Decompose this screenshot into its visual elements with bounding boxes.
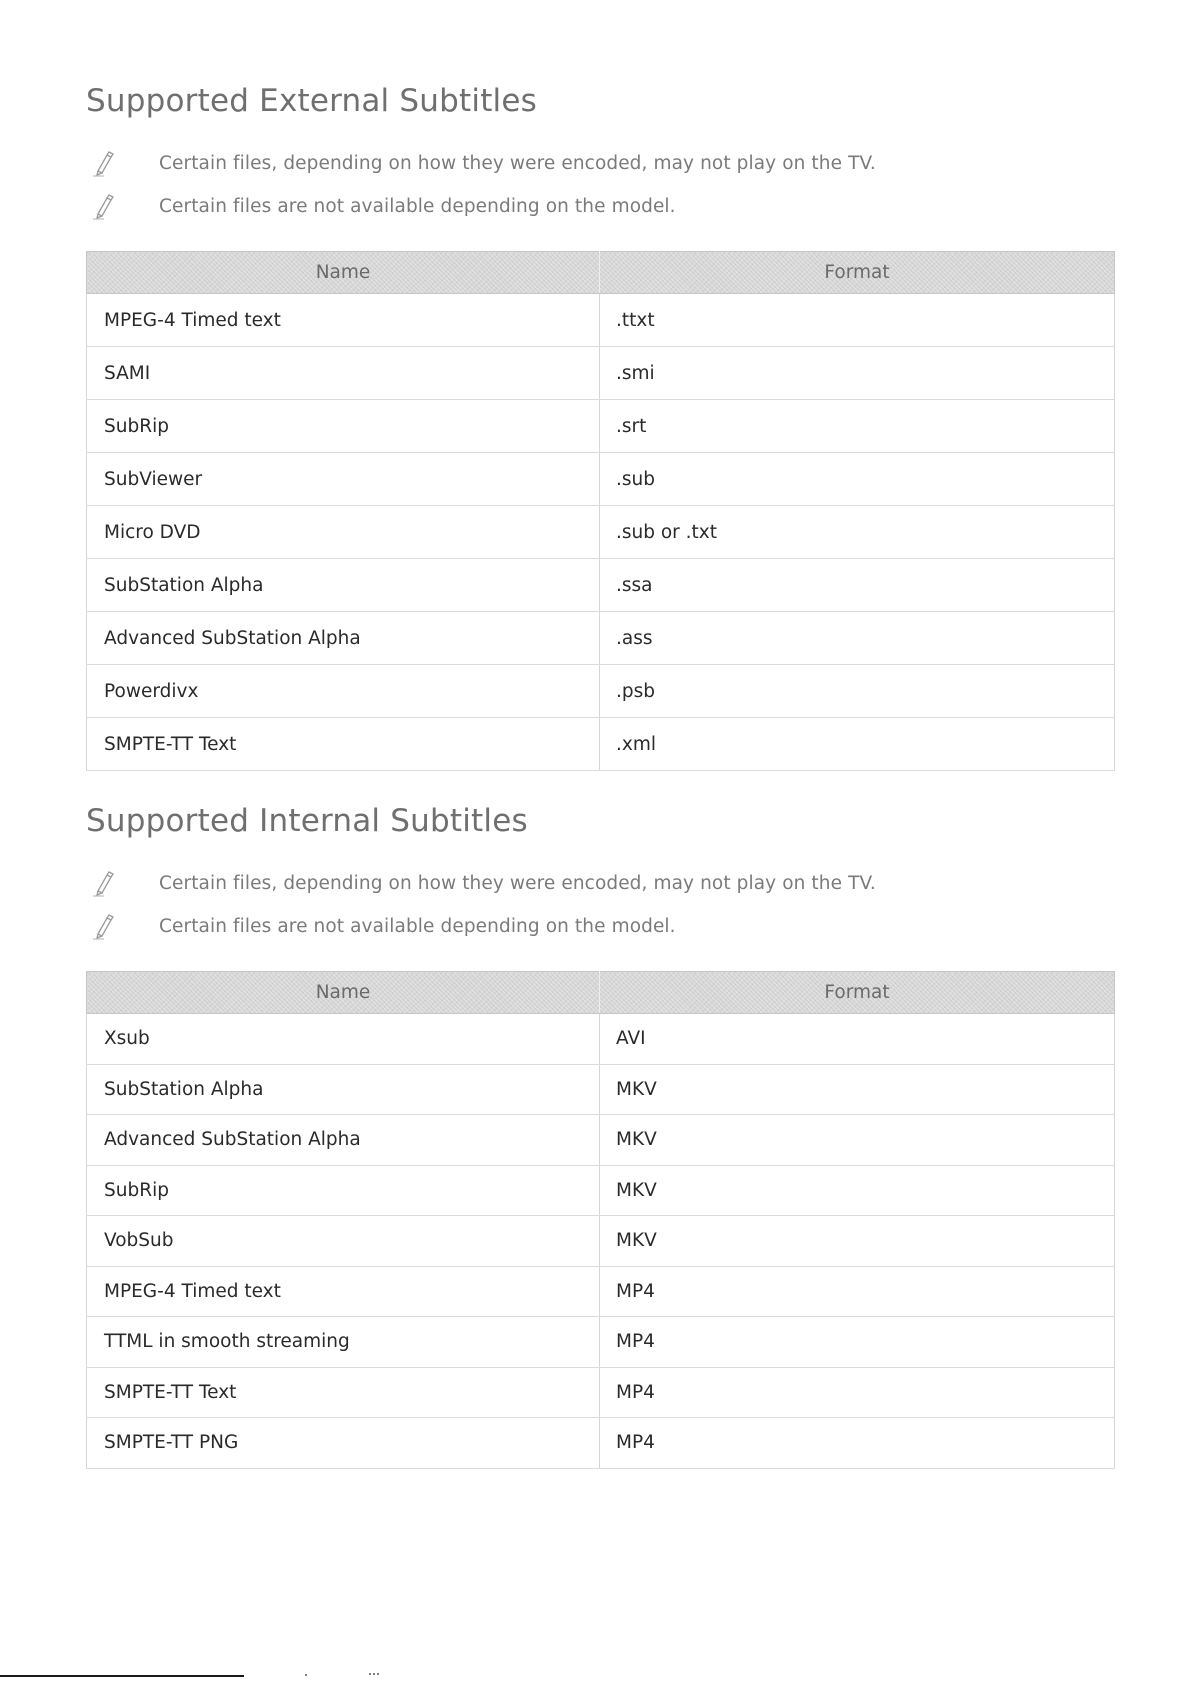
pencil-note-icon [92, 194, 114, 220]
internal-subtitles-section [86, 800, 1114, 1469]
table-row [87, 718, 1115, 771]
note-item [86, 905, 1114, 948]
note-text: Certain files are not available depending on the model. [159, 916, 676, 937]
internal-subtitles-table [86, 971, 1115, 1469]
cell-format: MKV [600, 1165, 1115, 1216]
column-header-format: Format [600, 972, 1115, 1014]
cell-format: .xml [600, 718, 1115, 771]
cell-name: SMPTE-TT PNG [87, 1418, 600, 1469]
table-row [87, 1317, 1115, 1368]
cell-name: Xsub [87, 1014, 600, 1065]
table-row [87, 453, 1115, 506]
column-header-format: Format [600, 252, 1115, 294]
cell-name: SMPTE-TT Text [87, 718, 600, 771]
table-row [87, 665, 1115, 718]
table-row [87, 1165, 1115, 1216]
cell-format: .ssa [600, 559, 1115, 612]
section-title: Supported External Subtitles [86, 83, 537, 119]
cell-name: SubStation Alpha [87, 559, 600, 612]
cell-format: .sub or .txt [600, 506, 1115, 559]
cell-format: .srt [600, 400, 1115, 453]
notes-list [86, 142, 1114, 228]
table-header-row [87, 972, 1115, 1014]
note-text: Certain files are not available depending on the model. [159, 196, 676, 217]
footer-mark [300, 1672, 420, 1678]
column-header-name: Name [87, 252, 600, 294]
table-row [87, 506, 1115, 559]
table-row [87, 347, 1115, 400]
column-header-name: Name [87, 972, 600, 1014]
cell-format: .ttxt [600, 294, 1115, 347]
table-row [87, 1418, 1115, 1469]
cell-name: Micro DVD [87, 506, 600, 559]
table-row [87, 1266, 1115, 1317]
pencil-note-icon [92, 871, 114, 897]
cell-format: MP4 [600, 1418, 1115, 1469]
table-row [87, 294, 1115, 347]
table-header-row [87, 252, 1115, 294]
cell-name: SubRip [87, 400, 600, 453]
cell-name: SubRip [87, 1165, 600, 1216]
table-row [87, 1367, 1115, 1418]
cell-name: SubViewer [87, 453, 600, 506]
cell-format: AVI [600, 1014, 1115, 1065]
cell-format: MP4 [600, 1367, 1115, 1418]
cell-format: MKV [600, 1216, 1115, 1267]
table-row [87, 1064, 1115, 1115]
table-row [87, 612, 1115, 665]
note-item [86, 142, 1114, 185]
table-row [87, 1216, 1115, 1267]
cell-name: SAMI [87, 347, 600, 400]
table-row [87, 1115, 1115, 1166]
cell-format: .ass [600, 612, 1115, 665]
cell-name: Advanced SubStation Alpha [87, 1115, 600, 1166]
cell-name: Powerdivx [87, 665, 600, 718]
cell-format: MKV [600, 1064, 1115, 1115]
cell-name: SMPTE-TT Text [87, 1367, 600, 1418]
pencil-note-icon [92, 914, 114, 940]
cell-format: .psb [600, 665, 1115, 718]
note-text: Certain files, depending on how they were encoded, may not play on the TV. [159, 873, 876, 894]
notes-list [86, 862, 1114, 948]
cell-format: .sub [600, 453, 1115, 506]
pencil-note-icon [92, 151, 114, 177]
cell-name: MPEG-4 Timed text [87, 1266, 600, 1317]
cell-name: Advanced SubStation Alpha [87, 612, 600, 665]
cell-name: TTML in smooth streaming [87, 1317, 600, 1368]
cell-format: MP4 [600, 1266, 1115, 1317]
table-row [87, 1014, 1115, 1065]
footer-rule [0, 1675, 244, 1677]
cell-format: .smi [600, 347, 1115, 400]
cell-format: MKV [600, 1115, 1115, 1166]
table-row [87, 559, 1115, 612]
external-subtitles-section [86, 80, 1114, 771]
cell-format: MP4 [600, 1317, 1115, 1368]
section-title: Supported Internal Subtitles [86, 803, 528, 839]
note-item [86, 862, 1114, 905]
cell-name: SubStation Alpha [87, 1064, 600, 1115]
cell-name: VobSub [87, 1216, 600, 1267]
note-item [86, 185, 1114, 228]
cell-name: MPEG-4 Timed text [87, 294, 600, 347]
note-text: Certain files, depending on how they were encoded, may not play on the TV. [159, 153, 876, 174]
table-row [87, 400, 1115, 453]
external-subtitles-table [86, 251, 1115, 771]
